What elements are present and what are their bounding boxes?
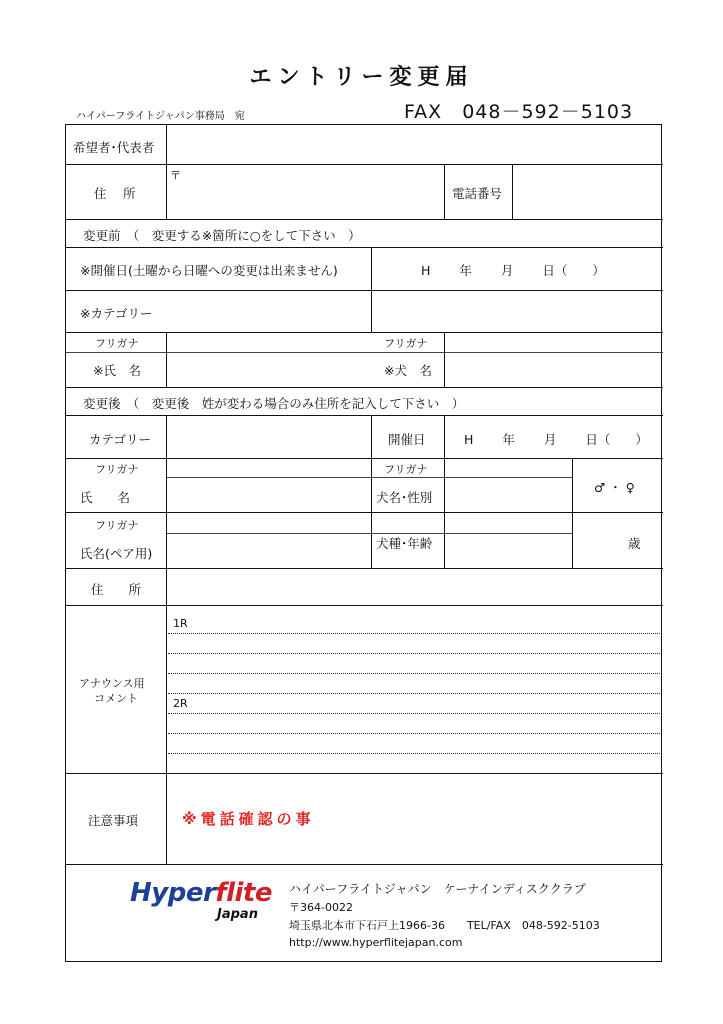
footer-org: ハイパーフライトジャパン ケーナインディスククラブ	[289, 882, 586, 896]
after-date-label: 開催日	[388, 432, 426, 447]
entry-change-form	[65, 124, 662, 962]
applicant-field[interactable]	[168, 127, 660, 163]
form-title: エントリー変更届	[249, 65, 474, 90]
round-1-label: 1R	[173, 617, 188, 630]
after-category-label: カテゴリー	[89, 432, 152, 447]
breed-age-label: 犬種･年齢	[376, 536, 433, 551]
announce-label-1: アナウンス用	[79, 677, 145, 690]
addressee: ハイパーフライトジャパン事務局 宛	[76, 111, 245, 122]
footer-address-tel: 埼玉県北本市下石戸上1966-36 TEL/FAX 048-592-5103	[289, 919, 600, 932]
dog-name-sex-label: 犬名･性別	[376, 490, 433, 505]
postal-mark: 〒	[170, 169, 181, 182]
age-unit: 歳	[628, 536, 641, 551]
after-furigana-right: フリガナ	[384, 463, 428, 476]
logo-text-hyper: Hyper	[130, 878, 216, 908]
date-value: H 年 月 日（ ）	[421, 263, 605, 278]
logo-text-flite: flite	[215, 878, 272, 908]
after-heading: 変更後 （ 変更後 姓が変わる場合のみ住所を記入して下さい ）	[83, 396, 465, 411]
round-2-label: 2R	[173, 697, 188, 710]
footer-url[interactable]: http://www.hyperflitejapan.com	[289, 936, 463, 949]
after-address-label: 住 所	[91, 582, 142, 597]
category-label: ※カテゴリー	[80, 306, 153, 321]
before-heading: 変更前 （ 変更する※箇所に○をして下さい ）	[83, 228, 361, 243]
after-date-value: H 年 月 日（ ）	[464, 432, 648, 447]
hyperflite-logo	[130, 878, 272, 928]
pair-name-label: 氏名(ペア用)	[80, 546, 153, 561]
dog-name-label: ※犬 名	[384, 363, 432, 378]
furigana-label-right: フリガナ	[384, 337, 428, 350]
address-label: 住 所	[94, 186, 136, 201]
fax-number: FAX 048－592－5103	[404, 101, 634, 123]
date-label: ※開催日(土曜から日曜への変更は出来ません)	[80, 263, 338, 278]
name-label: ※氏 名	[93, 363, 141, 378]
footer-postal: 〒364-0022	[289, 901, 353, 914]
after-furigana-2: フリガナ	[95, 519, 139, 532]
phone-label: 電話番号	[452, 186, 503, 201]
furigana-label: フリガナ	[95, 337, 139, 350]
after-furigana-1: フリガナ	[95, 463, 139, 476]
logo-text-japan: Japan	[217, 907, 258, 922]
sex-symbols: ♂ ・ ♀	[594, 480, 635, 495]
notes-label: 注意事項	[88, 813, 139, 828]
announce-label-2: コメント	[94, 692, 138, 705]
notes-value: ※電話確認の事	[182, 810, 315, 828]
after-name-label: 氏 名	[80, 490, 131, 505]
applicant-label: 希望者･代表者	[73, 140, 155, 155]
